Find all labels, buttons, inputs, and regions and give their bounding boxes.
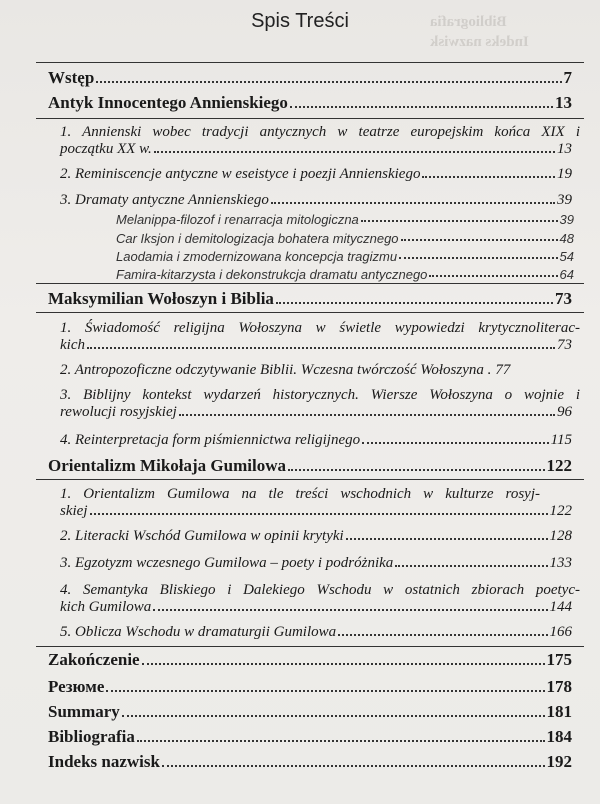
toc-section-3-1[interactable]: 1. Orientalizm Gumilowa na tle treści wschodnich w kulturze rosyj- xyxy=(60,486,540,502)
toc-conclusion[interactable]: Zakończenie 175 xyxy=(48,650,572,669)
divider xyxy=(36,283,584,284)
toc-chapter-1[interactable]: Antyk Innocentego Annienskiego 13 xyxy=(48,93,572,112)
toc-chapter-2[interactable]: Maksymilian Wołoszyn i Biblia 73 xyxy=(48,289,572,308)
bleed-through-text: Bibliografia Indeks nazwisk xyxy=(430,14,529,50)
toc-section-2-1[interactable]: 1. Świadomość religijna Wołoszyna w świetle wypowiedzi krytycznoliterac- xyxy=(60,320,580,336)
toc-subsection[interactable]: Laodamia i zmodernizowana koncepcja tragizmu 54 xyxy=(116,249,574,264)
toc-section-3-2[interactable]: 2. Literacki Wschód Gumilowa w opinii krytyki 128 xyxy=(60,528,572,544)
toc-section-2-3-cont[interactable]: rewolucji rosyjskiej 96 xyxy=(60,404,572,420)
toc-section-2-2[interactable]: 2. Antropozoficzne odczytywanie Biblii. Wczesna twórczość Wołoszyna . 77 xyxy=(60,362,511,378)
toc-subsection[interactable]: Melanippa-filozof i renarracja mitologiczna 39 xyxy=(116,212,574,227)
toc-entry-intro[interactable]: Wstęp 7 xyxy=(48,68,572,87)
toc-bibliography[interactable]: Bibliografia 184 xyxy=(48,727,572,746)
toc-section-3-4-cont[interactable]: kich Gumilowa 144 xyxy=(60,599,572,615)
toc-section-1-1-cont[interactable]: początku XX w. 13 xyxy=(60,141,572,157)
divider xyxy=(36,312,584,313)
page-title: Spis Treści xyxy=(251,10,349,32)
toc-section-1-2[interactable]: 2. Reminiscencje antyczne w eseistyce i poezji Annienskiego 19 xyxy=(60,166,572,182)
toc-section-1-1[interactable]: 1. Annienski wobec tradycji antycznych w teatrze europejskim końca XIX i xyxy=(60,124,580,140)
toc-resume[interactable]: Резюме 178 xyxy=(48,677,572,696)
divider xyxy=(36,479,584,480)
toc-section-3-1-cont[interactable]: skiej 122 xyxy=(60,503,572,519)
toc-chapter-3[interactable]: Orientalizm Mikołaja Gumilowa 122 xyxy=(48,456,572,475)
toc-section-3-4[interactable]: 4. Semantyka Bliskiego i Dalekiego Wschodu w ostatnich zbiorach poetyc- xyxy=(60,582,580,598)
toc-section-2-4[interactable]: 4. Reinterpretacja form piśmiennictwa religijnego 115 xyxy=(60,432,572,448)
divider xyxy=(36,118,584,119)
toc-section-3-3[interactable]: 3. Egzotyzm wczesnego Gumilowa – poety i podróżnika 133 xyxy=(60,555,572,571)
divider xyxy=(36,62,584,63)
toc-summary[interactable]: Summary 181 xyxy=(48,702,572,721)
toc-subsection[interactable]: Famira-kitarzysta i dekonstrukcja dramatu antycznego 64 xyxy=(116,267,574,282)
toc-index[interactable]: Indeks nazwisk 192 xyxy=(48,752,572,771)
toc-section-3-5[interactable]: 5. Oblicza Wschodu w dramaturgii Gumilowa 166 xyxy=(60,624,572,640)
toc-section-2-3[interactable]: 3. Biblijny kontekst wydarzeń historycznych. Wiersze Wołoszyna o wojnie i xyxy=(60,387,580,403)
divider xyxy=(36,646,584,647)
toc-section-2-1-cont[interactable]: kich 73 xyxy=(60,337,572,353)
toc-subsection[interactable]: Car Iksjon i demitologizacja bohatera mitycznego 48 xyxy=(116,231,574,246)
toc-section-1-3[interactable]: 3. Dramaty antyczne Annienskiego 39 xyxy=(60,192,572,208)
